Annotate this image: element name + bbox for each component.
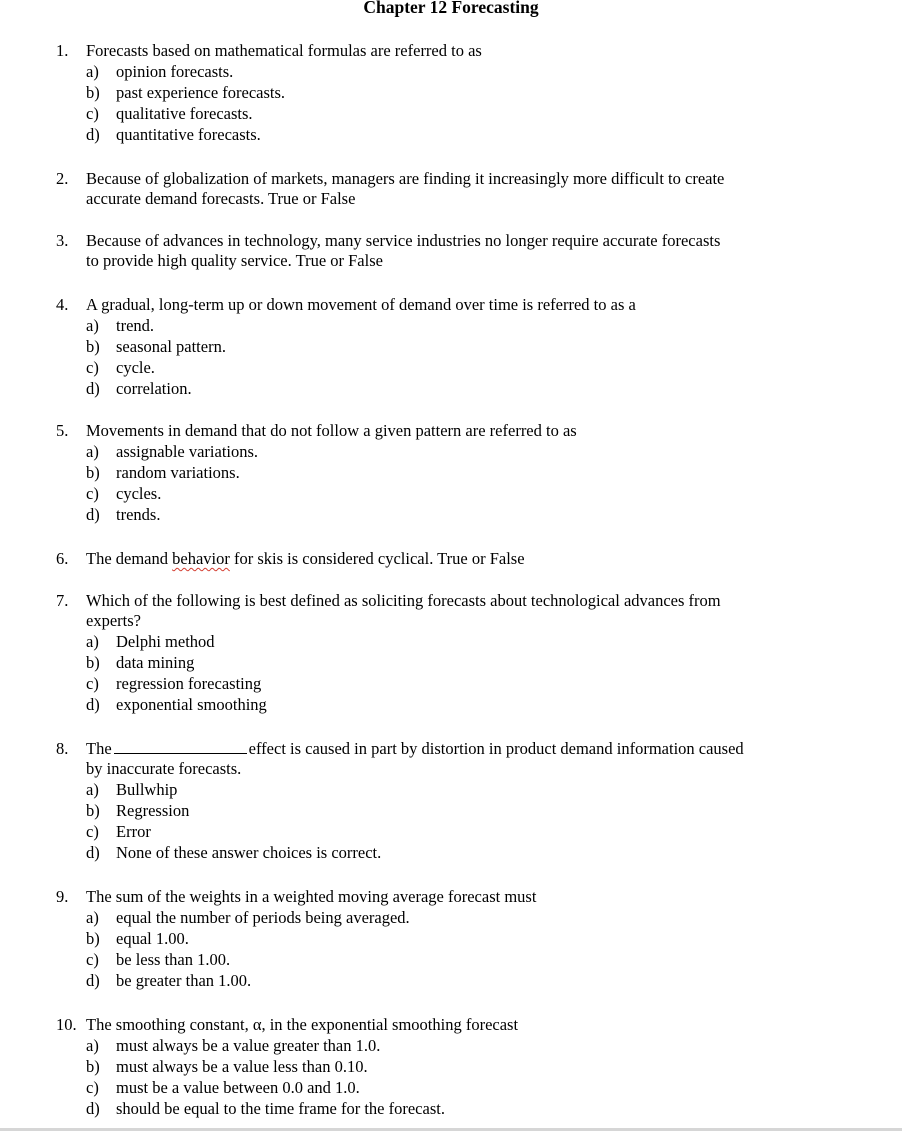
- option-letter: a): [86, 316, 99, 335]
- question-line: [0, 759, 902, 779]
- question-line: [0, 189, 902, 209]
- option-letter: c): [86, 484, 99, 503]
- question-8: [0, 739, 902, 863]
- option: [0, 928, 902, 949]
- option-letter: d): [86, 695, 100, 714]
- option-text: trends.: [116, 505, 161, 524]
- question-4: [0, 295, 902, 399]
- question-number: 10.: [56, 1015, 77, 1034]
- option: [0, 1077, 902, 1098]
- question-3: [0, 231, 902, 271]
- option-letter: a): [86, 632, 99, 651]
- option-text: Regression: [116, 801, 190, 820]
- page-bottom-divider: [0, 1128, 902, 1131]
- option-text: data mining: [116, 653, 195, 672]
- question-number: 3.: [56, 231, 69, 250]
- question-number: 7.: [56, 591, 69, 610]
- question-line: [0, 41, 902, 61]
- option: [0, 378, 902, 399]
- fill-in-blank[interactable]: [114, 739, 247, 754]
- option: [0, 800, 902, 821]
- question-text-start: The demand: [86, 549, 173, 568]
- option: [0, 673, 902, 694]
- question-6: [0, 549, 902, 569]
- option-text: None of these answer choices is correct.: [116, 843, 382, 862]
- question-text-start: The: [86, 739, 112, 758]
- option-text: should be equal to the time frame for the forecast.: [116, 1099, 445, 1118]
- option: [0, 1056, 902, 1077]
- option-letter: d): [86, 971, 100, 990]
- option-letter: a): [86, 780, 99, 799]
- question-2: [0, 169, 902, 209]
- question-text: Movements in demand that do not follow a given pattern are referred to as: [86, 421, 577, 440]
- option-letter: b): [86, 929, 100, 948]
- option-letter: b): [86, 801, 100, 820]
- option: [0, 462, 902, 483]
- question-5: [0, 421, 902, 525]
- option: [0, 336, 902, 357]
- option-text: Error: [116, 822, 151, 841]
- option-letter: d): [86, 379, 100, 398]
- option-letter: b): [86, 653, 100, 672]
- option-letter: a): [86, 62, 99, 81]
- option-letter: a): [86, 908, 99, 927]
- option-letter: c): [86, 822, 99, 841]
- option-text: equal the number of periods being averaged.: [116, 908, 410, 927]
- question-text: [86, 549, 525, 569]
- option: [0, 504, 902, 525]
- option-text: must always be a value greater than 1.0.: [116, 1036, 381, 1055]
- option-letter: d): [86, 843, 100, 862]
- option-letter: b): [86, 337, 100, 356]
- question-text: Forecasts based on mathematical formulas are referred to as: [86, 41, 482, 60]
- question-line: [0, 591, 902, 611]
- question-line: [0, 421, 902, 441]
- question-line: [0, 169, 902, 189]
- question-number: 5.: [56, 421, 69, 440]
- question-number: 6.: [56, 549, 69, 568]
- option: [0, 949, 902, 970]
- question-text: The sum of the weights in a weighted moving average forecast must: [86, 887, 537, 906]
- option-text: quantitative forecasts.: [116, 125, 261, 144]
- option-letter: c): [86, 1078, 99, 1097]
- option-text: correlation.: [116, 379, 192, 398]
- option-letter: c): [86, 358, 99, 377]
- option-text: be greater than 1.00.: [116, 971, 252, 990]
- option-letter: c): [86, 674, 99, 693]
- question-line: [0, 295, 902, 315]
- option-letter: d): [86, 1099, 100, 1118]
- page-title: Chapter 12 Forecasting: [363, 0, 539, 17]
- option: [0, 82, 902, 103]
- question-text-continued: accurate demand forecasts. True or False: [86, 189, 356, 208]
- question-text-continued: experts?: [86, 611, 141, 630]
- question-text: The smoothing constant, α, in the exponential smoothing forecast: [86, 1015, 519, 1034]
- option: [0, 821, 902, 842]
- option: [0, 694, 902, 715]
- option: [0, 61, 902, 82]
- option: [0, 1035, 902, 1056]
- question-9: [0, 887, 902, 991]
- question-7: [0, 591, 902, 715]
- question-text-end: for skis is considered cyclical. True or False: [229, 549, 525, 568]
- option-text: exponential smoothing: [116, 695, 267, 714]
- option: [0, 970, 902, 991]
- question-number: 4.: [56, 295, 69, 314]
- question-line: [0, 1015, 902, 1035]
- option-text: regression forecasting: [116, 674, 262, 693]
- option: [0, 357, 902, 378]
- option: [0, 652, 902, 673]
- option: [0, 1098, 902, 1119]
- option-text: must be a value between 0.0 and 1.0.: [116, 1078, 360, 1097]
- option-text: cycle.: [116, 358, 155, 377]
- option: [0, 907, 902, 928]
- question-1: [0, 41, 902, 145]
- question-line: [0, 611, 902, 631]
- option-text: assignable variations.: [116, 442, 259, 461]
- option: [0, 631, 902, 652]
- question-text: A gradual, long-term up or down movement of demand over time is referred to as a: [86, 295, 636, 314]
- option: [0, 441, 902, 462]
- option: [0, 315, 902, 336]
- option-letter: b): [86, 83, 100, 102]
- option-text: cycles.: [116, 484, 162, 503]
- question-text-continued: by inaccurate forecasts.: [86, 759, 242, 778]
- option-text: past experience forecasts.: [116, 83, 286, 102]
- question-text: Which of the following is best defined as soliciting forecasts about technological advances from: [86, 591, 721, 610]
- option-text: qualitative forecasts.: [116, 104, 253, 123]
- option: [0, 483, 902, 504]
- question-text: [86, 739, 744, 759]
- option-text: must always be a value less than 0.10.: [116, 1057, 368, 1076]
- option: [0, 124, 902, 145]
- option-text: Bullwhip: [116, 780, 178, 799]
- option-text: opinion forecasts.: [116, 62, 234, 81]
- question-text-continued: to provide high quality service. True or False: [86, 251, 383, 270]
- question-number: 1.: [56, 41, 69, 60]
- option-text: trend.: [116, 316, 155, 335]
- spellcheck-flagged-word[interactable]: behavior: [172, 549, 230, 568]
- option-text: Delphi method: [116, 632, 215, 651]
- question-text: Because of advances in technology, many service industries no longer require accurate forecasts: [86, 231, 721, 250]
- question-number: 9.: [56, 887, 69, 906]
- option-text: random variations.: [116, 463, 240, 482]
- option-letter: d): [86, 505, 100, 524]
- option-text: be less than 1.00.: [116, 950, 231, 969]
- option-letter: b): [86, 463, 100, 482]
- option-letter: a): [86, 442, 99, 461]
- option: [0, 103, 902, 124]
- question-number: 2.: [56, 169, 69, 188]
- question-line: [0, 887, 902, 907]
- option-letter: b): [86, 1057, 100, 1076]
- question-10: [0, 1015, 902, 1119]
- option-letter: a): [86, 1036, 99, 1055]
- option: [0, 842, 902, 863]
- question-text-end: effect is caused in part by distortion in product demand information caused: [248, 739, 744, 758]
- option-text: seasonal pattern.: [116, 337, 226, 356]
- question-line: [0, 251, 902, 271]
- question-line: [0, 549, 902, 569]
- question-line: [0, 231, 902, 251]
- option: [0, 779, 902, 800]
- option-letter: c): [86, 104, 99, 123]
- question-number: 8.: [56, 739, 69, 758]
- question-line: [0, 739, 902, 759]
- question-text: Because of globalization of markets, managers are finding it increasingly more difficult to create: [86, 169, 725, 188]
- option-text: equal 1.00.: [116, 929, 189, 948]
- option-letter: d): [86, 125, 100, 144]
- option-letter: c): [86, 950, 99, 969]
